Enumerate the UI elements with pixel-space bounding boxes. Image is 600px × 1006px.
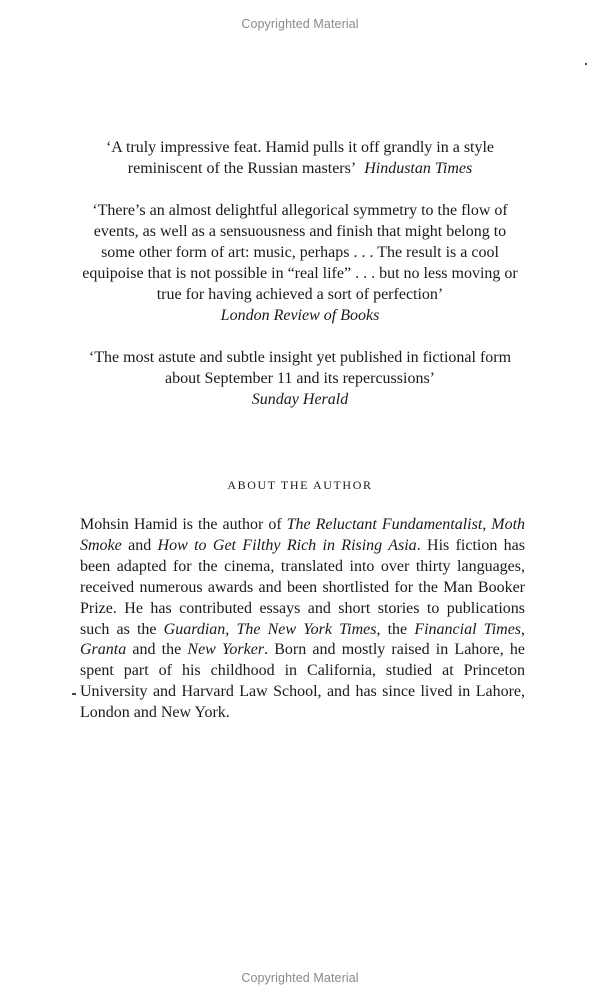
stray-mark [585, 63, 587, 65]
bio-text: . His fiction has been adapted for the cinema, translated into over thirty languages, received numerous awards and been shortlisted for the Man Booker Prize. He has contributed essays and short stories to publications such as the [80, 536, 526, 638]
book-title: How to Get Filthy Rich in Rising Asia [157, 536, 417, 554]
copyright-watermark-top: Copyrighted Material [241, 17, 359, 31]
publication-title: Granta [80, 641, 127, 659]
author-bio [80, 515, 525, 724]
praise-quote [80, 137, 520, 179]
stray-mark [72, 693, 76, 695]
bio-text: and the [126, 641, 188, 659]
quote-text: ‘A truly impressive feat. Hamid pulls it off grandly in a style reminiscent of the Russian masters’ [105, 139, 495, 177]
book-title: The Reluctant Fundamentalist [286, 516, 483, 533]
book-title: Moth Smoke [80, 516, 526, 554]
bio-text: , [521, 620, 526, 638]
bio-text: , [482, 516, 492, 533]
praise-quote [80, 347, 520, 410]
about-author-heading: ABOUT THE AUTHOR [227, 478, 373, 492]
publication-title: Financial Times [414, 620, 522, 638]
quote-source: Sunday Herald [251, 391, 349, 408]
bio-text: , the [376, 620, 415, 638]
quote-source: London Review of Books [220, 307, 380, 324]
quote-text: ‘The most astute and subtle insight yet published in fictional form about September 11 and its repercussions’ [88, 349, 512, 387]
quote-text: ‘There’s an almost delightful allegorical symmetry to the flow of events, as well as a sensuousness and finish that might belong to some other form of art: music, perhaps . . . The result is a cool equipoise that is not possible in “real life” . . . but no less moving or true for having achieved a sort of perfection’ [82, 202, 518, 303]
publication-title: Guardian [163, 620, 226, 638]
praise-quote [80, 200, 520, 326]
bio-text: . Born and mostly raised in Lahore, he spent part of his childhood in California, studied at Princeton University and Harvard Law School, and has since lived in Lahore, London and New York. [80, 641, 525, 722]
publication-title: The New York Times [236, 620, 377, 638]
bio-text: and [121, 536, 158, 554]
publication-title: New Yorker [187, 641, 265, 659]
quote-source: Hindustan Times [364, 160, 473, 177]
copyright-watermark-bottom: Copyrighted Material [241, 971, 359, 985]
bio-text: Mohsin Hamid is the author of [80, 516, 287, 533]
bio-text: , [225, 620, 237, 638]
